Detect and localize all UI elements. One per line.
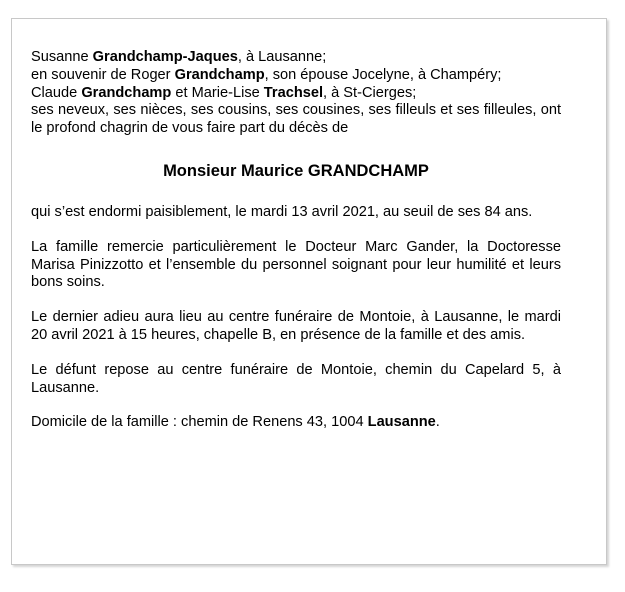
domicile-paragraph: Domicile de la famille : chemin de Renens 43, 1004 Lausanne. [31, 414, 440, 431]
deceased-name: Monsieur Maurice GRANDCHAMP [163, 161, 429, 180]
intro-line-2: en souvenir de Roger Grandchamp, son épouse Jocelyne, à Champéry; [31, 66, 502, 83]
intro-line-4: ses neveux, ses nièces, ses cousins, ses cousines, ses filleuls et ses filleules, ont le profond chagrin de vous faire part du décès de [31, 102, 561, 137]
thanks-paragraph: La famille remercie particulièrement le Docteur Marc Gander, la Doctoresse Marisa Pinizzotto et l’ensemble du personnel soignant pour leur humilité et leurs bons soins. [31, 238, 561, 291]
death-paragraph: qui s’est endormi paisiblement, le mardi 13 avril 2021, au seuil de ses 84 ans. [31, 203, 533, 220]
family-name: Grandchamp [81, 84, 172, 101]
farewell-paragraph: Le dernier adieu aura lieu au centre funéraire de Montoie, à Lausanne, le mardi 20 avril 2021 à 15 heures, chapelle B, en présence de la famille et des amis. [31, 309, 561, 343]
family-name: Grandchamp-Jaques [92, 49, 238, 65]
rest-paragraph: Le défunt repose au centre funéraire de Montoie, chemin du Capelard 5, à Lausanne. [31, 361, 561, 396]
notice-content [31, 49, 561, 432]
intro-line-3: Claude Grandchamp et Marie-Lise Trachsel, à St-Cierges; [31, 84, 417, 101]
family-intro [31, 49, 561, 138]
family-name: Grandchamp [174, 66, 265, 83]
intro-line-1: Susanne Grandchamp-Jaques, à Lausanne; [31, 49, 327, 65]
family-name: Trachsel [263, 84, 324, 101]
domicile-city: Lausanne [367, 414, 436, 431]
